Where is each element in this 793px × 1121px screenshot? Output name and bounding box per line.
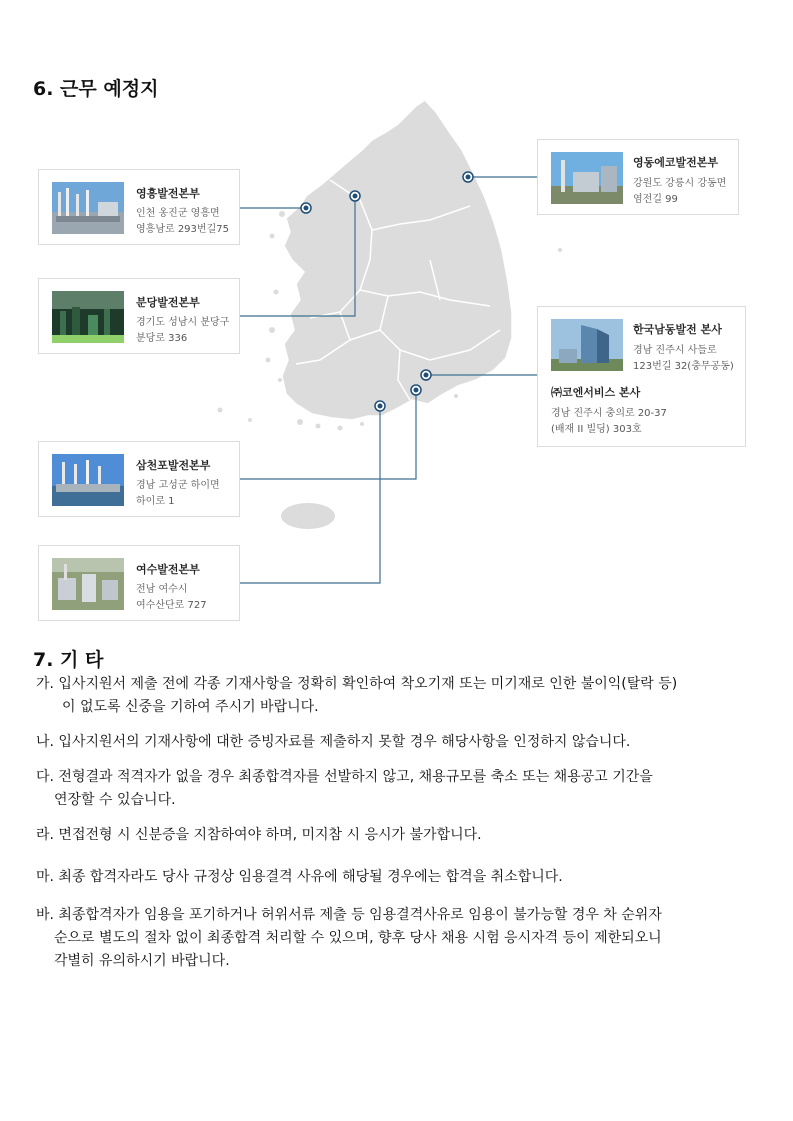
marker-hq: [421, 370, 431, 380]
location-name: 영동에코발전본부: [633, 156, 719, 169]
location-address-2: 123번길 32(충무공동): [633, 361, 734, 372]
marker-yeosu: [375, 401, 385, 411]
notice-text-continued: 이 없도록 신중을 기하여 주시기 바랍니다.: [62, 699, 319, 715]
marker-youngheung: [301, 203, 311, 213]
notice-text: 라. 면접전형 시 신분증을 지참하여야 하며, 미지참 시 응시가 불가합니다.: [36, 827, 482, 843]
location-address-1: 강원도 강릉시 강동면: [633, 178, 727, 189]
notice-item-ma: [36, 866, 756, 889]
jeju-island: [281, 503, 335, 529]
section-6-title: 6. 근무 예정지: [33, 78, 159, 100]
location-name: 영흥발전본부: [136, 187, 200, 200]
service-hq-address-2: (배재 II 빌딩) 303호: [551, 424, 642, 435]
mainland-shape: [282, 100, 512, 420]
location-address-2: 분당로 336: [136, 333, 188, 344]
marker-samcheonpo: [411, 385, 421, 395]
notice-text: 마. 최종 합격자라도 당사 규정상 임용결격 사유에 해당될 경우에는 합격을 취소합니다.: [36, 869, 563, 885]
section-7-title: 7. 기 타: [33, 649, 104, 671]
service-hq-address-1: 경남 진주시 충의로 20-37: [551, 408, 667, 419]
notice-item-na: [36, 731, 756, 754]
notice-text: 가. 입사지원서 제출 전에 각종 기재사항을 정확히 확인하여 착오기재 또는 미기재로 인한 불이익(탈락 등): [36, 676, 678, 692]
power-plant-photo: [52, 454, 124, 506]
location-address-1: 전남 여수시: [136, 584, 188, 595]
location-address-2: 영흥남로 293번길75: [136, 224, 229, 235]
location-address-2: 염전길 99: [633, 194, 678, 205]
location-name: 분당발전본부: [136, 296, 200, 309]
notice-item-da: [36, 766, 756, 812]
location-card-yeosu: [38, 545, 240, 621]
notice-text-continued: 연장할 수 있습니다.: [54, 792, 176, 808]
marker-yeongdong: [463, 172, 473, 182]
power-plant-photo: [52, 182, 124, 234]
notice-text-continued-2: 각별히 유의하시기 바랍니다.: [54, 953, 230, 969]
location-card-hq: [537, 306, 746, 447]
location-address-1: 인천 옹진군 영흥면: [136, 208, 220, 219]
notice-item-ra: [36, 824, 756, 847]
marker-bundang: [350, 191, 360, 201]
notice-text: 나. 입사지원서의 기재사항에 대한 증빙자료를 제출하지 못할 경우 해당사항을 인정하지 않습니다.: [36, 734, 631, 750]
service-hq-name: ㈜코엔서비스 본사: [551, 386, 641, 399]
location-card-samcheonpo: [38, 441, 240, 517]
location-address-1: 경남 고성군 하이면: [136, 480, 220, 491]
location-card-youngheung: [38, 169, 240, 245]
location-address-2: 여수산단로 727: [136, 600, 207, 611]
location-address-1: 경기도 성남시 분당구: [136, 317, 230, 328]
location-address-2: 하이로 1: [136, 496, 175, 507]
power-plant-photo: [52, 558, 124, 610]
power-plant-photo: [52, 291, 124, 343]
notice-item-ba: [36, 904, 756, 973]
location-name: 여수발전본부: [136, 563, 200, 576]
notice-text: 바. 최종합격자가 임용을 포기하거나 허위서류 제출 등 임용결격사유로 임용이 불가능할 경우 차 순위자: [36, 907, 662, 923]
location-name: 삼천포발전본부: [136, 459, 211, 472]
location-address-1: 경남 진주시 사들로: [633, 345, 717, 356]
location-card-yeongdong: [537, 139, 739, 215]
headquarters-photo: [551, 319, 623, 371]
notice-text-continued: 순으로 별도의 절차 없이 최종합격 처리할 수 있으며, 향후 당사 채용 시험 응시자격 등이 제한되오니: [54, 930, 662, 946]
power-plant-photo: [551, 152, 623, 204]
location-name: 한국남동발전 본사: [633, 323, 722, 336]
location-card-bundang: [38, 278, 240, 354]
notice-item-ga: [36, 673, 756, 719]
notice-text: 다. 전형결과 적격자가 없을 경우 최종합격자를 선발하지 않고, 채용규모를 축소 또는 채용공고 기간을: [36, 769, 653, 785]
